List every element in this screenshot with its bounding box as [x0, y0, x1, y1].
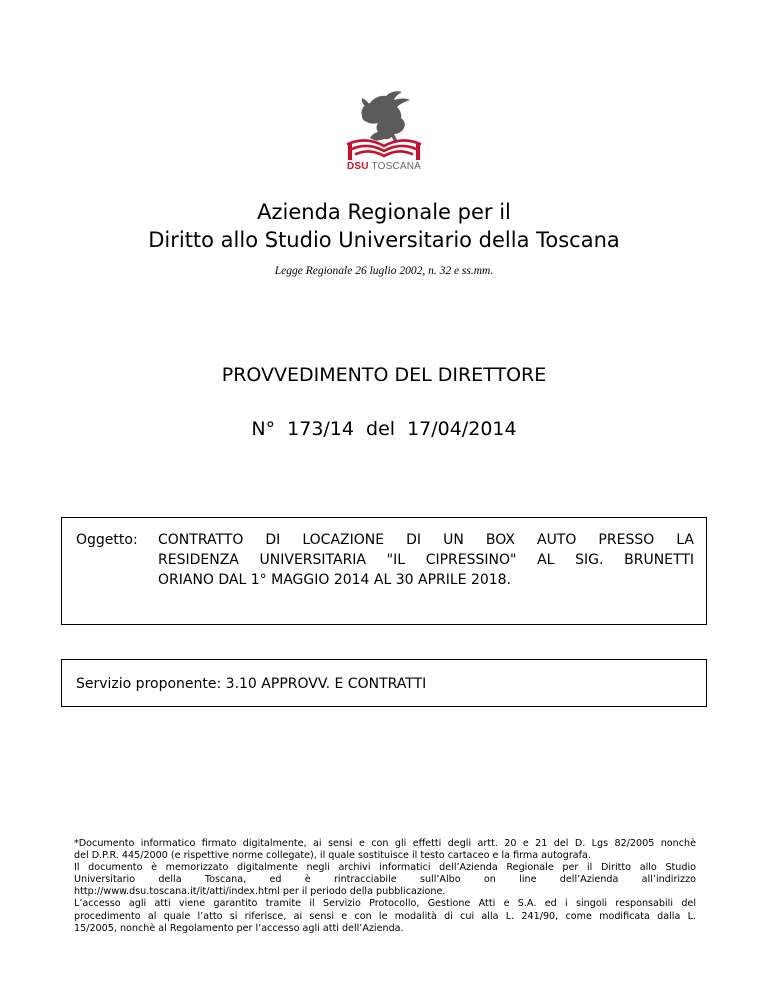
subject-line: ORIANO DAL 1° MAGGIO 2014 AL 30 APRILE 2018.	[158, 572, 512, 588]
org-name-line-2: Diritto allo Studio Universitario della Toscana	[148, 228, 620, 252]
books-icon	[348, 140, 420, 156]
footer-line: Il documento è memorizzato digitalmente negli archivi informatici dell’Azienda Regionale per il Diritto allo Studio	[74, 862, 696, 874]
subject-box	[61, 517, 707, 625]
law-reference: Legge Regionale 26 luglio 2002, n. 32 e ss.mm.	[274, 265, 494, 277]
org-name-line-1: Azienda Regionale per il	[257, 200, 511, 224]
footer-line: procedimento al quale l’atto si riferisce, ai sensi e con le modalità di cui alla L. 241/90, come modificata dalla L.	[74, 910, 696, 922]
logo-brand: DSU	[346, 161, 369, 172]
service-box	[61, 659, 707, 707]
logo-name: TOSCANA	[371, 161, 422, 172]
service-value: 3.10 APPROVV. E CONTRATTI	[225, 676, 427, 692]
footer-note	[74, 838, 696, 935]
footer-line: del D.P.R. 445/2000 (e rispettive norme collegate), il quale sostituisce il testo cartaceo e la firma autografa.	[74, 850, 591, 862]
footer-line: Universitario della Toscana, ed è rintracciabile sull’Albo on line dell’Azienda all’indirizzo	[74, 874, 696, 886]
subject-label: Oggetto:	[76, 532, 138, 548]
footer-line: L’accesso agli atti viene garantito tramite il Servizio Protocollo, Gestione Atti e S.A. ed i singoli responsabili del	[74, 898, 696, 910]
footer-line: *Documento informatico firmato digitalmente, ai sensi e con gli effetti degli artt. 20 e 21 del D. Lgs 82/2005 nonchè	[74, 838, 696, 849]
pegasus-books-logo-icon	[334, 86, 434, 162]
subject-text	[158, 530, 694, 590]
footer-link-line: http://www.dsu.toscana.it/it/atti/index.html per il periodo della pubblicazione.	[74, 886, 446, 898]
document-type: PROVVEDIMENTO DEL DIRETTORE	[221, 364, 547, 386]
footer-line: 15/2005, nonchè al Regolamento per l’accesso agli atti dell’Azienda.	[74, 922, 404, 934]
dsu-toscana-logo	[334, 86, 434, 178]
pegasus-icon	[361, 91, 410, 140]
document-number: N° 173/14 del 17/04/2014	[251, 418, 517, 440]
service-line	[76, 674, 426, 694]
subject-line: CONTRATTO DI LOCAZIONE DI UN BOX AUTO PRESSO LA	[158, 532, 694, 548]
service-label: Servizio proponente:	[76, 676, 222, 692]
subject-line: RESIDENZA UNIVERSITARIA "IL CIPRESSINO" AL SIG. BRUNETTI	[158, 552, 694, 568]
